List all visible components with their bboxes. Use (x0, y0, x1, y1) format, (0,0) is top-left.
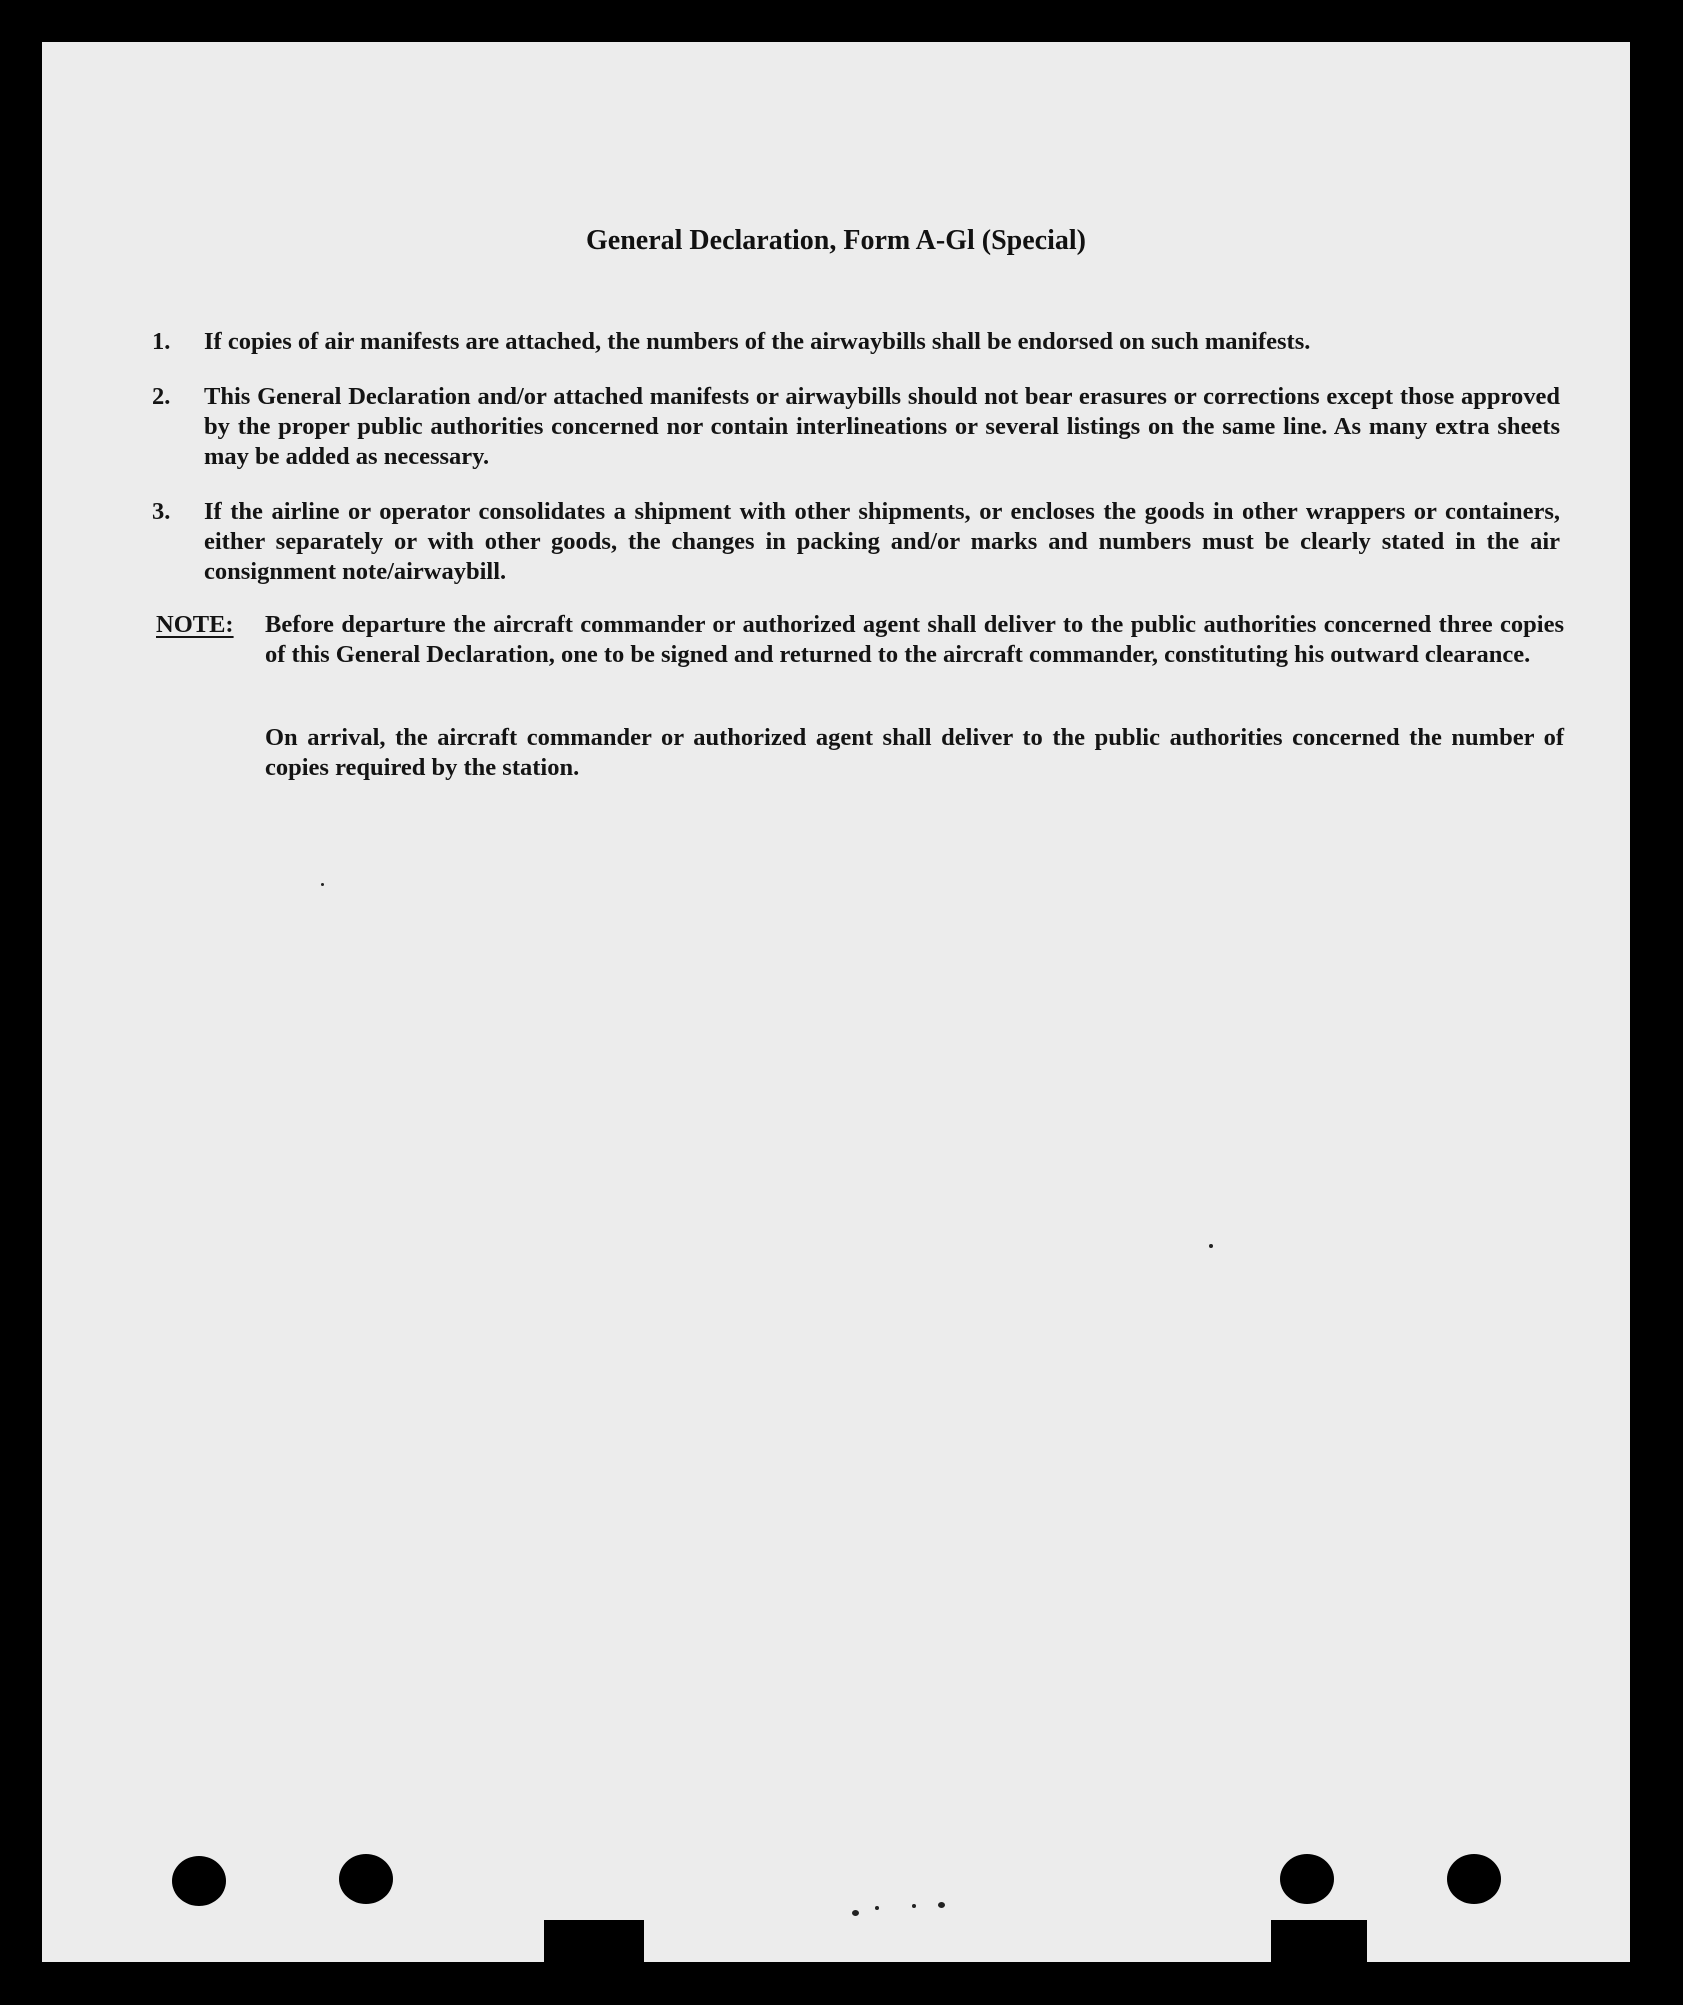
binding-tab (1271, 1920, 1367, 1962)
list-item-text: This General Declaration and/or attached manifests or airwaybills should not bear erasures or corrections except those approved by the proper public authorities concerned nor contain interlineations or several listings on the same line. As many extra sheets may be added as necessary. (204, 383, 1560, 470)
scan-speck (852, 1910, 859, 1916)
document-title: General Declaration, Form A-Gl (Special) (586, 225, 1086, 256)
scan-speck (321, 883, 324, 886)
note-section (156, 610, 1564, 670)
note-paragraph-2: On arrival, the aircraft commander or authorized agent shall deliver to the public authorities concerned the number of copies required by the station. (265, 724, 1564, 781)
scan-speck (912, 1904, 916, 1908)
punch-hole (339, 1854, 393, 1904)
scan-speck (1209, 1244, 1213, 1248)
list-item-2 (152, 382, 1560, 472)
list-item-number: 2. (152, 383, 171, 410)
document-page (42, 42, 1630, 1962)
punch-hole (1447, 1854, 1501, 1904)
punch-hole (1280, 1854, 1334, 1904)
scan-speck (875, 1906, 879, 1910)
list-item-text: If the airline or operator consolidates a shipment with other shipments, or encloses the goods in other wrappers or containers, either separately or with other goods, the changes in packing and/or marks and numbers must be clearly stated in the air consignment note/airwaybill. (204, 498, 1560, 585)
scan-speck (938, 1902, 945, 1908)
note-paragraph-1: Before departure the aircraft commander or authorized agent shall deliver to the public authorities concerned three copies of this General Declaration, one to be signed and returned to the aircraft commander, constituting his outward clearance. (265, 611, 1564, 668)
list-item-text: If copies of air manifests are attached, the numbers of the airwaybills shall be endorsed on such manifests. (204, 328, 1311, 355)
binding-tab (544, 1920, 644, 1962)
note-label: NOTE: (156, 611, 234, 638)
list-item-number: 1. (152, 328, 171, 355)
list-item-3 (152, 497, 1560, 587)
list-item-number: 3. (152, 498, 171, 525)
punch-hole (172, 1856, 226, 1906)
list-item-1 (152, 327, 1560, 357)
